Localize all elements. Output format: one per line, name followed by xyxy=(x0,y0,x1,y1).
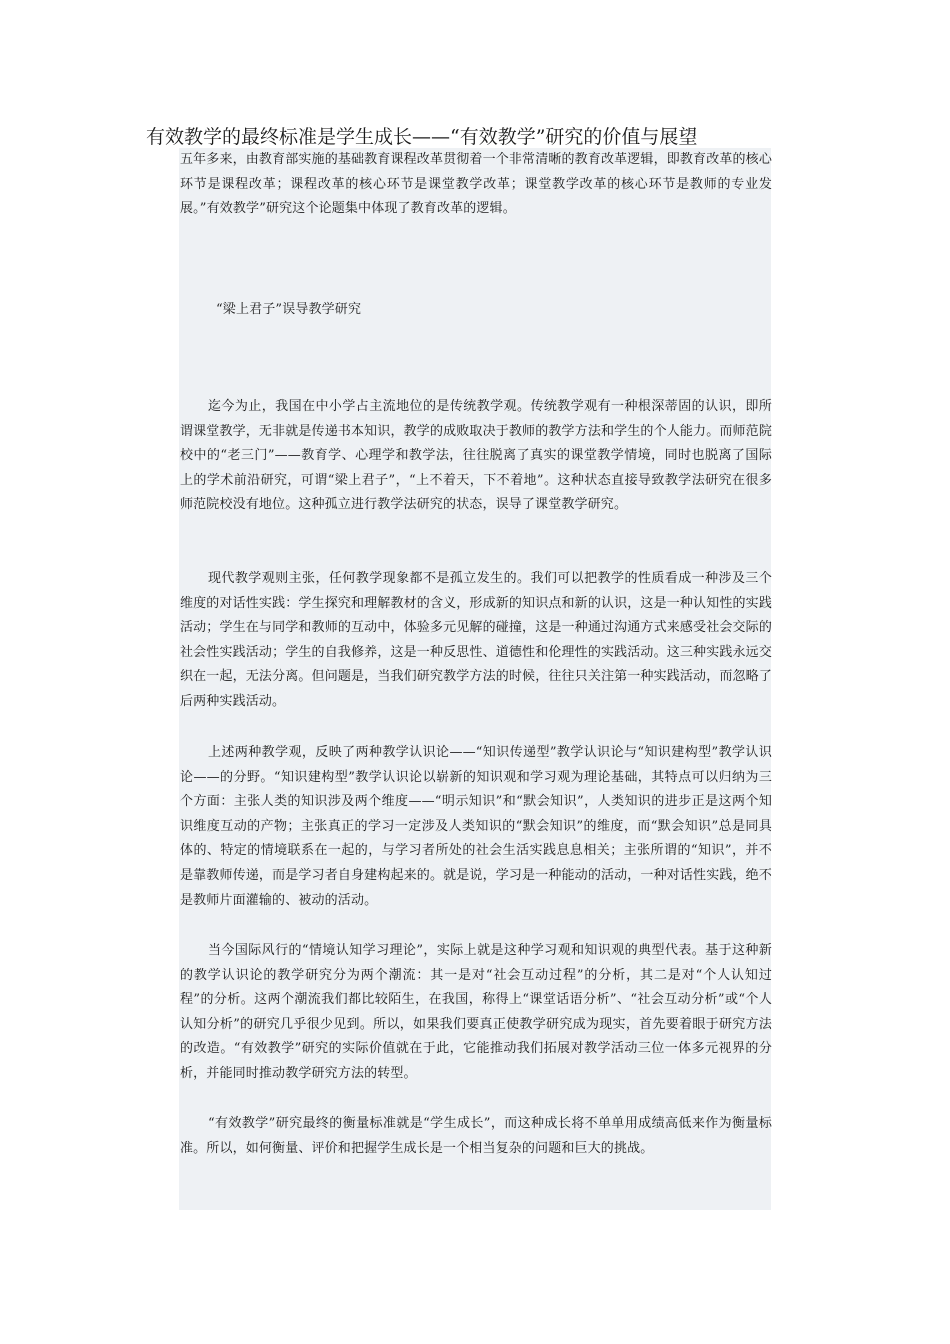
body-paragraph-4: 当今国际风行的“情境认知学习理论”，实际上就是这种学习观和知识观的典型代表。基于这种新的教学认识论的教学研究分为两个潮流：其一是对“社会互动过程”的分析，其二是对“个人认知过程”的分析。这两个潮流我们都比较陌生，在我国，称得上“课堂话语分析”、“社会互动分析”或“个人认知分析”的研究几乎很少见到。所以，如果我们要真正使教学研究成为现实，首先要着眼于研究方法的改造。“有效教学”研究的实际价值就在于此，它能推动我们拓展对教学活动三位一体多元视界的分析，并能同时推动教学研究方法的转型。 xyxy=(180,943,772,1081)
intro-paragraph: 五年多来，由教育部实施的基础教育课程改革贯彻着一个非常清晰的教育改革逻辑，即教育改革的核心环节是课程改革；课程改革的核心环节是课堂教学改革；课堂教学改革的核心环节是教师的专业发展。”有效教学”研究这个论题集中体现了教育改革的逻辑。 xyxy=(180,152,772,217)
body-paragraph-3: 上述两种教学观，反映了两种教学认识论——“知识传递型”教学认识论与“知识建构型”教学认识论——的分野。“知识建构型”教学认识论以崭新的知识观和学习观为理论基础，其特点可以归纳为三个方面：主张人类的知识涉及两个维度——“明示知识”和“默会知识”，人类知识的进步正是这两个知识维度互动的产物；主张真正的学习一定涉及人类知识的“默会知识”的维度，而“默会知识”总是同具体的、特定的情境联系在一起的，与学习者所处的社会生活实践息息相关；主张所谓的“知识”，并不是靠教师传递，而是学习者自身建构起来的。就是说，学习是一种能动的活动，一种对话性实践，绝不是教师片面灌输的、被动的活动。 xyxy=(180,745,772,908)
section-subheading: “梁上君子”误导教学研究 xyxy=(216,302,362,317)
body-paragraph-2: 现代教学观则主张，任何教学现象都不是孤立发生的。我们可以把教学的性质看成一种涉及三个维度的对话性实践：学生探究和理解教材的含义，形成新的知识点和新的认识，这是一种认知性的实践活动；学生在与同学和教师的互动中，体验多元见解的碰撞，这是一种通过沟通方式来感受社会交际的社会性实践活动；学生的自我修养，这是一种反思性、道德性和伦理性的实践活动。这三种实践永远交织在一起，无法分离。但问题是，当我们研究教学方法的时候，往往只关注第一种实践活动，而忽略了后两种实践活动。 xyxy=(180,571,772,709)
body-paragraph-1: 迄今为止，我国在中小学占主流地位的是传统教学观。传统教学观有一种根深蒂固的认识，即所谓课堂教学，无非就是传递书本知识，教学的成败取决于教师的教学方法和学生的个人能力。而师范院校中的“老三门”——教育学、心理学和教学法，往往脱离了真实的课堂教学情境，同时也脱离了国际上的学术前沿研究，可谓“梁上君子”，“上不着天，下不着地”。这种状态直接导致教学法研究在很多师范院校没有地位。这种孤立进行教学法研究的状态，误导了课堂教学研究。 xyxy=(180,399,772,513)
document-title: 有效教学的最终标准是学生成长——“有效教学”研究的价值与展望 xyxy=(146,126,698,148)
body-paragraph-5: “有效教学”研究最终的衡量标准就是“学生成长”，而这种成长将不单单用成绩高低来作为衡量标准。所以，如何衡量、评价和把握学生成长是一个相当复杂的问题和巨大的挑战。 xyxy=(180,1116,772,1156)
